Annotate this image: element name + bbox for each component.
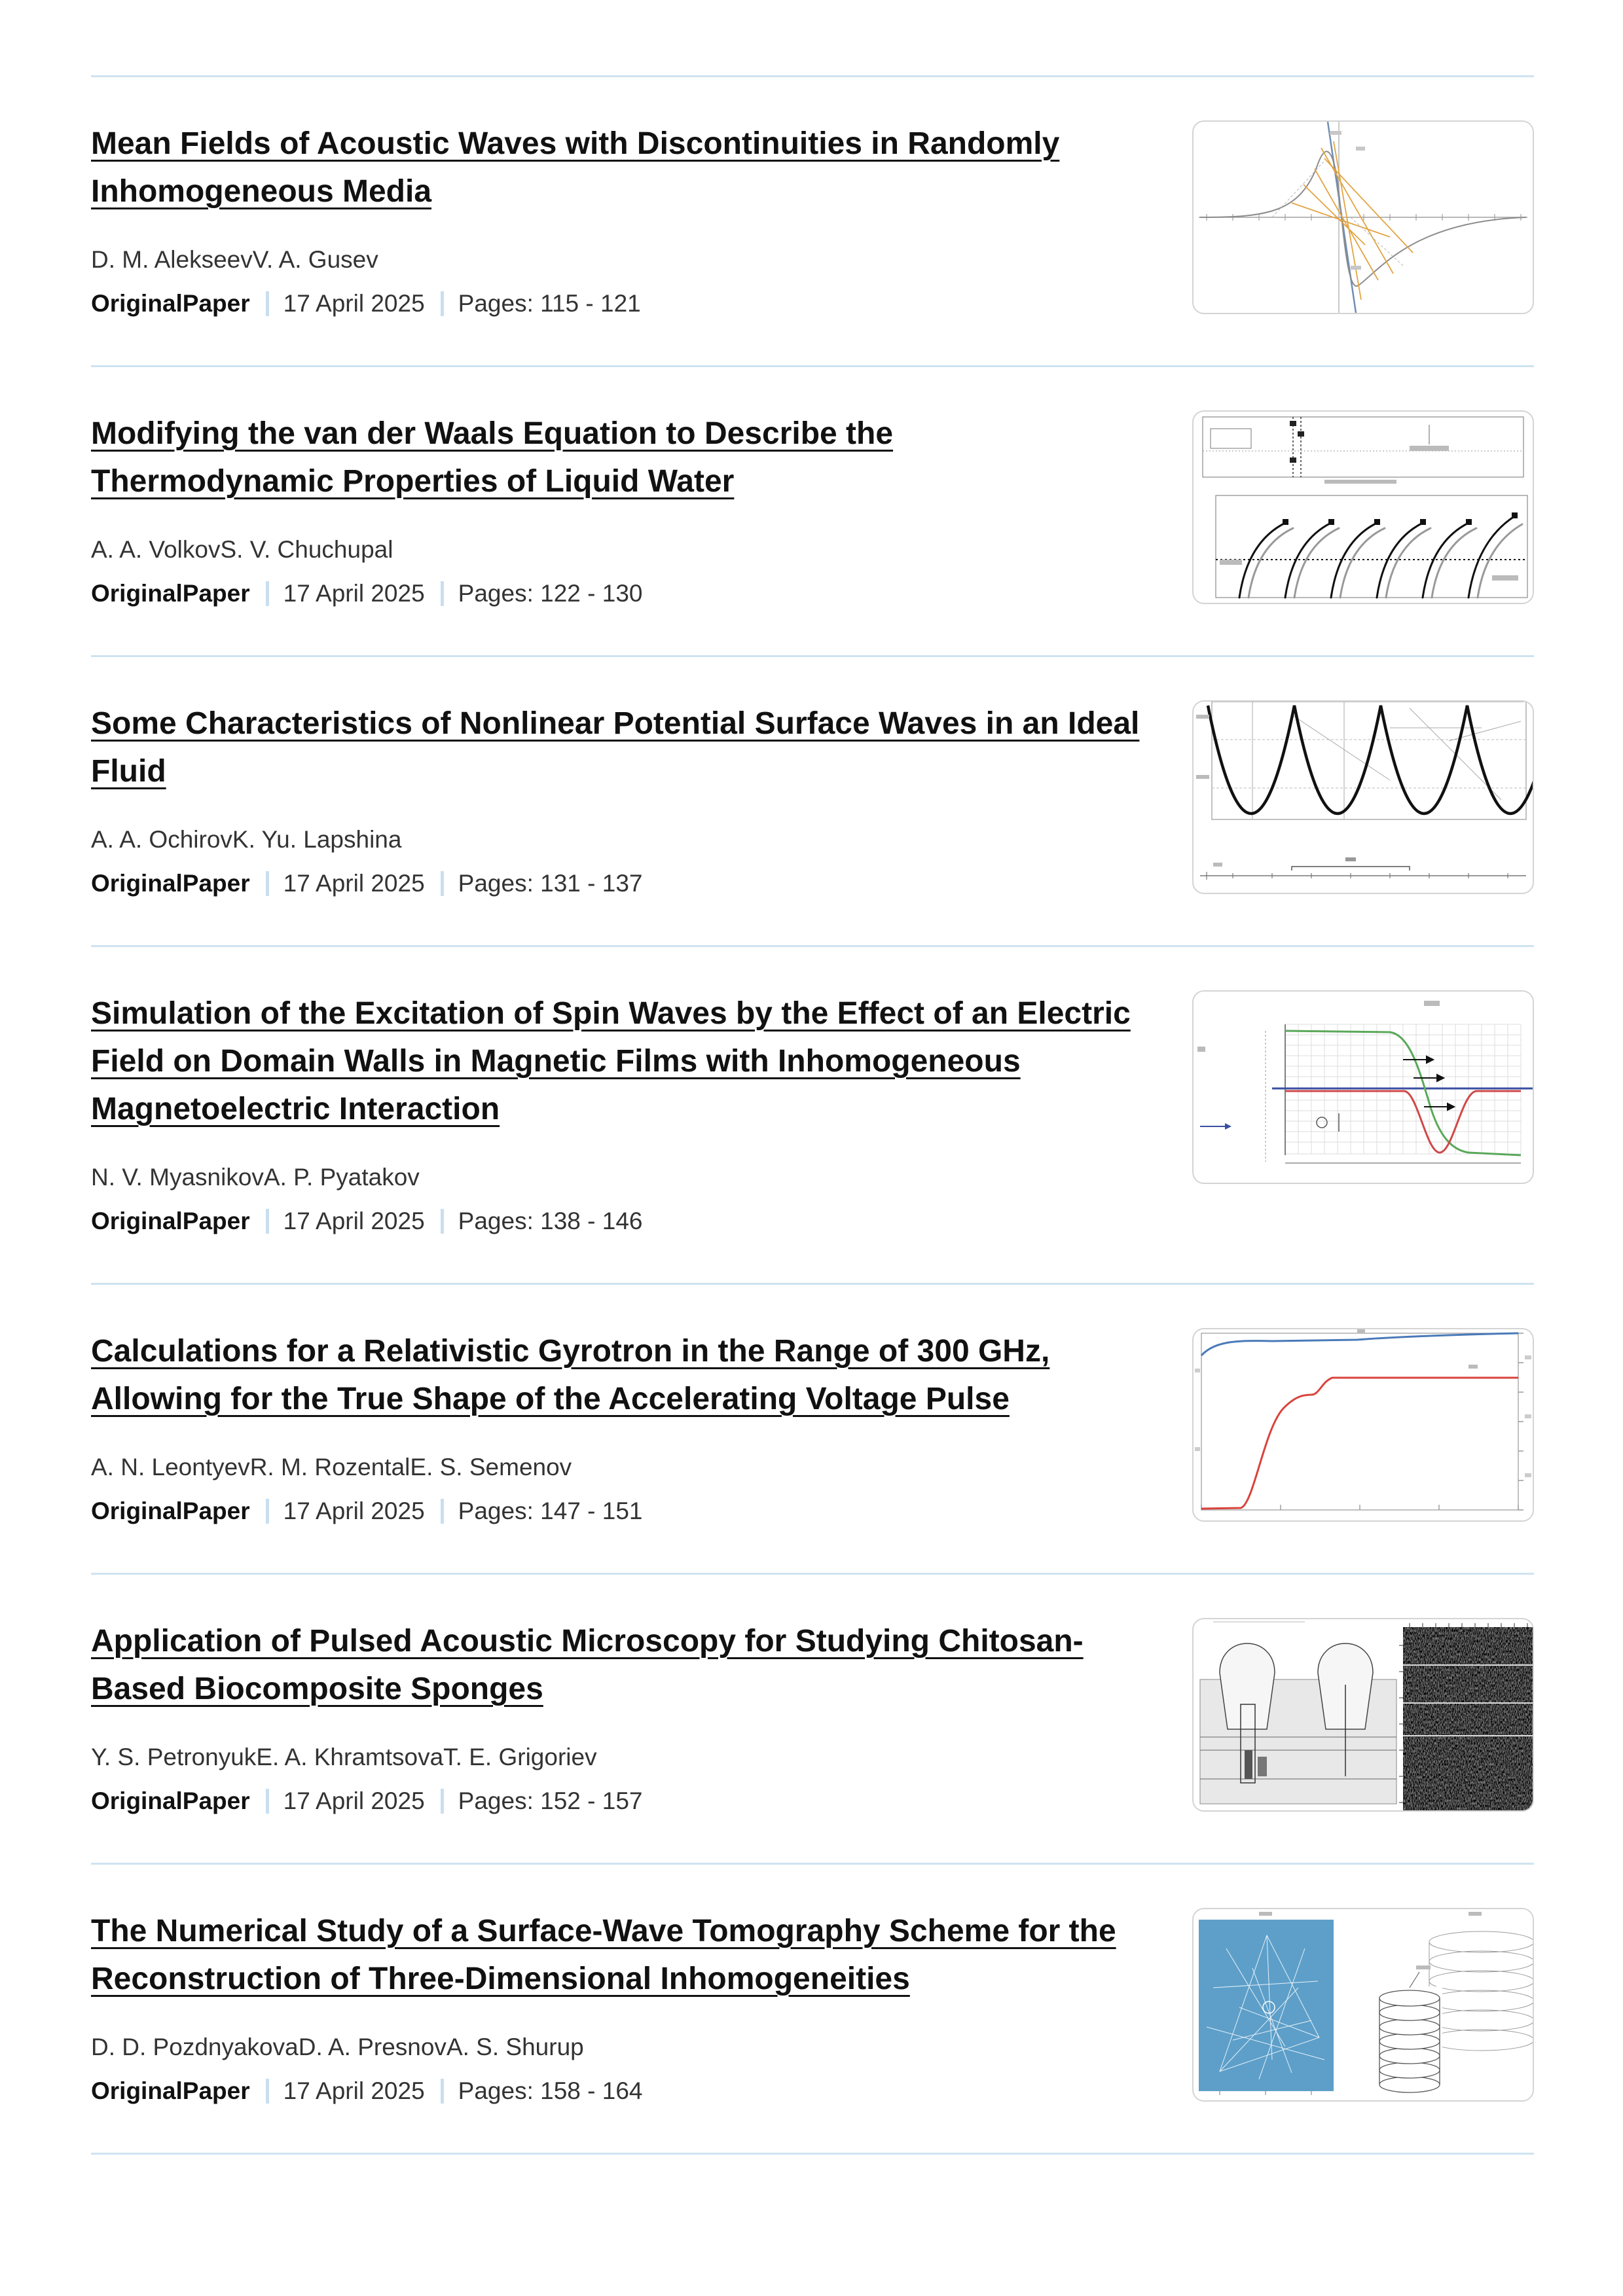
article-item [91, 657, 1534, 947]
author-name: D. A. Presnov [298, 2034, 447, 2060]
article-title [91, 700, 1171, 795]
publication-date: 17 April 2025 [283, 1787, 425, 1814]
article-text [91, 120, 1171, 320]
article-type: OriginalPaper [91, 1498, 250, 1524]
author-name: Y. S. Petronyuk [91, 1744, 257, 1770]
article-meta [91, 2075, 1171, 2108]
publication-date: 17 April 2025 [283, 2077, 425, 2104]
figure-image [1194, 412, 1533, 603]
author-name: A. P. Pyatakov [263, 1164, 420, 1191]
article-authors [91, 2031, 1171, 2064]
meta-separator [266, 2079, 269, 2104]
article-title-link[interactable] [91, 1624, 1084, 1706]
article-authors [91, 1741, 1171, 1774]
article-item [91, 1285, 1534, 1575]
article-title-line[interactable]: Magnetoelectric Interaction [91, 1092, 500, 1126]
article-title [91, 410, 1171, 505]
article-item [91, 367, 1534, 657]
page-range: Pages: 138 - 146 [458, 1208, 643, 1234]
article-list [91, 75, 1534, 2155]
author-name: A. S. Shurup [446, 2034, 584, 2060]
figure-image [1194, 122, 1533, 313]
author-name: D. D. Pozdnyakova [91, 2034, 299, 2060]
article-meta [91, 1785, 1171, 1818]
article-title-line[interactable]: Mean Fields of Acoustic Waves with Discontinuities in Randomly [91, 126, 1060, 161]
article-thumbnail [1192, 1618, 1534, 1812]
article-title-line[interactable]: Thermodynamic Properties of Liquid Water [91, 464, 735, 499]
article-thumbnail [1192, 1328, 1534, 1522]
article-authors [91, 1161, 1171, 1194]
author-name: S. V. Chuchupal [220, 536, 393, 563]
article-type: OriginalPaper [91, 580, 250, 607]
page-range: Pages: 131 - 137 [458, 870, 643, 897]
article-thumbnail [1192, 120, 1534, 314]
author-name: E. A. Khramtsova [256, 1744, 444, 1770]
article-title [91, 1327, 1171, 1423]
author-name: A. A. Ochirov [91, 826, 232, 853]
author-name: R. M. Rozental [249, 1454, 410, 1480]
article-title-line[interactable]: Reconstruction of Three-Dimensional Inhomogeneities [91, 1962, 910, 1996]
article-text [91, 700, 1171, 900]
author-name: K. Yu. Lapshina [232, 826, 402, 853]
article-authors [91, 533, 1171, 566]
article-text [91, 1617, 1171, 1818]
meta-separator [266, 1789, 269, 1814]
figure-image [1194, 1329, 1533, 1520]
article-meta [91, 287, 1171, 320]
article-title-line[interactable]: Field on Domain Walls in Magnetic Films with Inhomogeneous [91, 1044, 1021, 1079]
article-type: OriginalPaper [91, 290, 250, 317]
article-title [91, 1617, 1171, 1713]
article-type: OriginalPaper [91, 870, 250, 897]
article-item [91, 1575, 1534, 1865]
article-authors [91, 1451, 1171, 1484]
page-range: Pages: 122 - 130 [458, 580, 643, 607]
meta-separator [266, 581, 269, 606]
article-title-line[interactable]: Allowing for the True Shape of the Accelerating Voltage Pulse [91, 1382, 1010, 1416]
figure-image [1194, 1909, 1533, 2100]
article-title [91, 1907, 1171, 2003]
article-title [91, 990, 1171, 1133]
article-title-line[interactable]: Fluid [91, 754, 166, 789]
article-authors [91, 243, 1171, 276]
figure-image [1194, 992, 1533, 1183]
article-title-line[interactable]: The Numerical Study of a Surface-Wave Tomography Scheme for the [91, 1914, 1116, 1948]
article-text [91, 410, 1171, 610]
page-range: Pages: 158 - 164 [458, 2077, 643, 2104]
page-range: Pages: 115 - 121 [458, 290, 641, 317]
article-thumbnail [1192, 700, 1534, 894]
article-title [91, 120, 1171, 215]
publication-date: 17 April 2025 [283, 1498, 425, 1524]
meta-separator [266, 1209, 269, 1234]
article-meta [91, 577, 1171, 610]
article-meta [91, 867, 1171, 900]
page-range: Pages: 152 - 157 [458, 1787, 643, 1814]
article-title-link[interactable] [91, 706, 1139, 789]
article-title-line[interactable]: Modifying the van der Waals Equation to Describe the [91, 416, 894, 451]
author-name: N. V. Myasnikov [91, 1164, 264, 1191]
article-title-line[interactable]: Application of Pulsed Acoustic Microscopy for Studying Chitosan- [91, 1624, 1084, 1659]
meta-separator [441, 1499, 444, 1524]
article-authors [91, 823, 1171, 856]
figure-image [1194, 1619, 1533, 1810]
author-name: D. M. Alekseev [91, 246, 253, 273]
article-item [91, 1865, 1534, 2155]
article-text [91, 1327, 1171, 1528]
article-thumbnail [1192, 410, 1534, 604]
article-type: OriginalPaper [91, 2077, 250, 2104]
author-name: A. A. Volkov [91, 536, 221, 563]
publication-date: 17 April 2025 [283, 580, 425, 607]
publication-date: 17 April 2025 [283, 290, 425, 317]
author-name: T. E. Grigoriev [443, 1744, 597, 1770]
meta-separator [441, 2079, 444, 2104]
article-title-line[interactable]: Some Characteristics of Nonlinear Potential Surface Waves in an Ideal [91, 706, 1140, 741]
article-title-line[interactable]: Inhomogeneous Media [91, 174, 432, 209]
article-meta [91, 1495, 1171, 1528]
article-text [91, 1907, 1171, 2108]
publication-date: 17 April 2025 [283, 1208, 425, 1234]
author-name: A. N. Leontyev [91, 1454, 250, 1480]
publication-date: 17 April 2025 [283, 870, 425, 897]
article-item [91, 947, 1534, 1285]
article-title-line[interactable]: Simulation of the Excitation of Spin Waves by the Effect of an Electric [91, 996, 1131, 1031]
meta-separator [266, 1499, 269, 1524]
article-title-link[interactable] [91, 1914, 1116, 1996]
article-title-link[interactable] [91, 996, 1131, 1126]
meta-separator [441, 1789, 444, 1814]
article-type: OriginalPaper [91, 1787, 250, 1814]
author-name: E. S. Semenov [410, 1454, 572, 1480]
author-name: V. A. Gusev [252, 246, 378, 273]
article-title-line[interactable]: Calculations for a Relativistic Gyrotron in the Range of 300 GHz, [91, 1334, 1050, 1369]
meta-separator [441, 581, 444, 606]
article-title-link[interactable] [91, 1334, 1049, 1416]
article-title-link[interactable] [91, 126, 1059, 209]
figure-image [1194, 702, 1533, 893]
article-meta [91, 1205, 1171, 1238]
meta-separator [441, 291, 444, 316]
article-title-link[interactable] [91, 416, 893, 499]
article-type: OriginalPaper [91, 1208, 250, 1234]
meta-separator [441, 871, 444, 896]
meta-separator [266, 291, 269, 316]
article-thumbnail [1192, 1908, 1534, 2102]
meta-separator [441, 1209, 444, 1234]
meta-separator [266, 871, 269, 896]
article-item [91, 77, 1534, 367]
article-text [91, 990, 1171, 1238]
article-title-line[interactable]: Based Biocomposite Sponges [91, 1672, 543, 1706]
article-thumbnail [1192, 990, 1534, 1184]
page-range: Pages: 147 - 151 [458, 1498, 643, 1524]
